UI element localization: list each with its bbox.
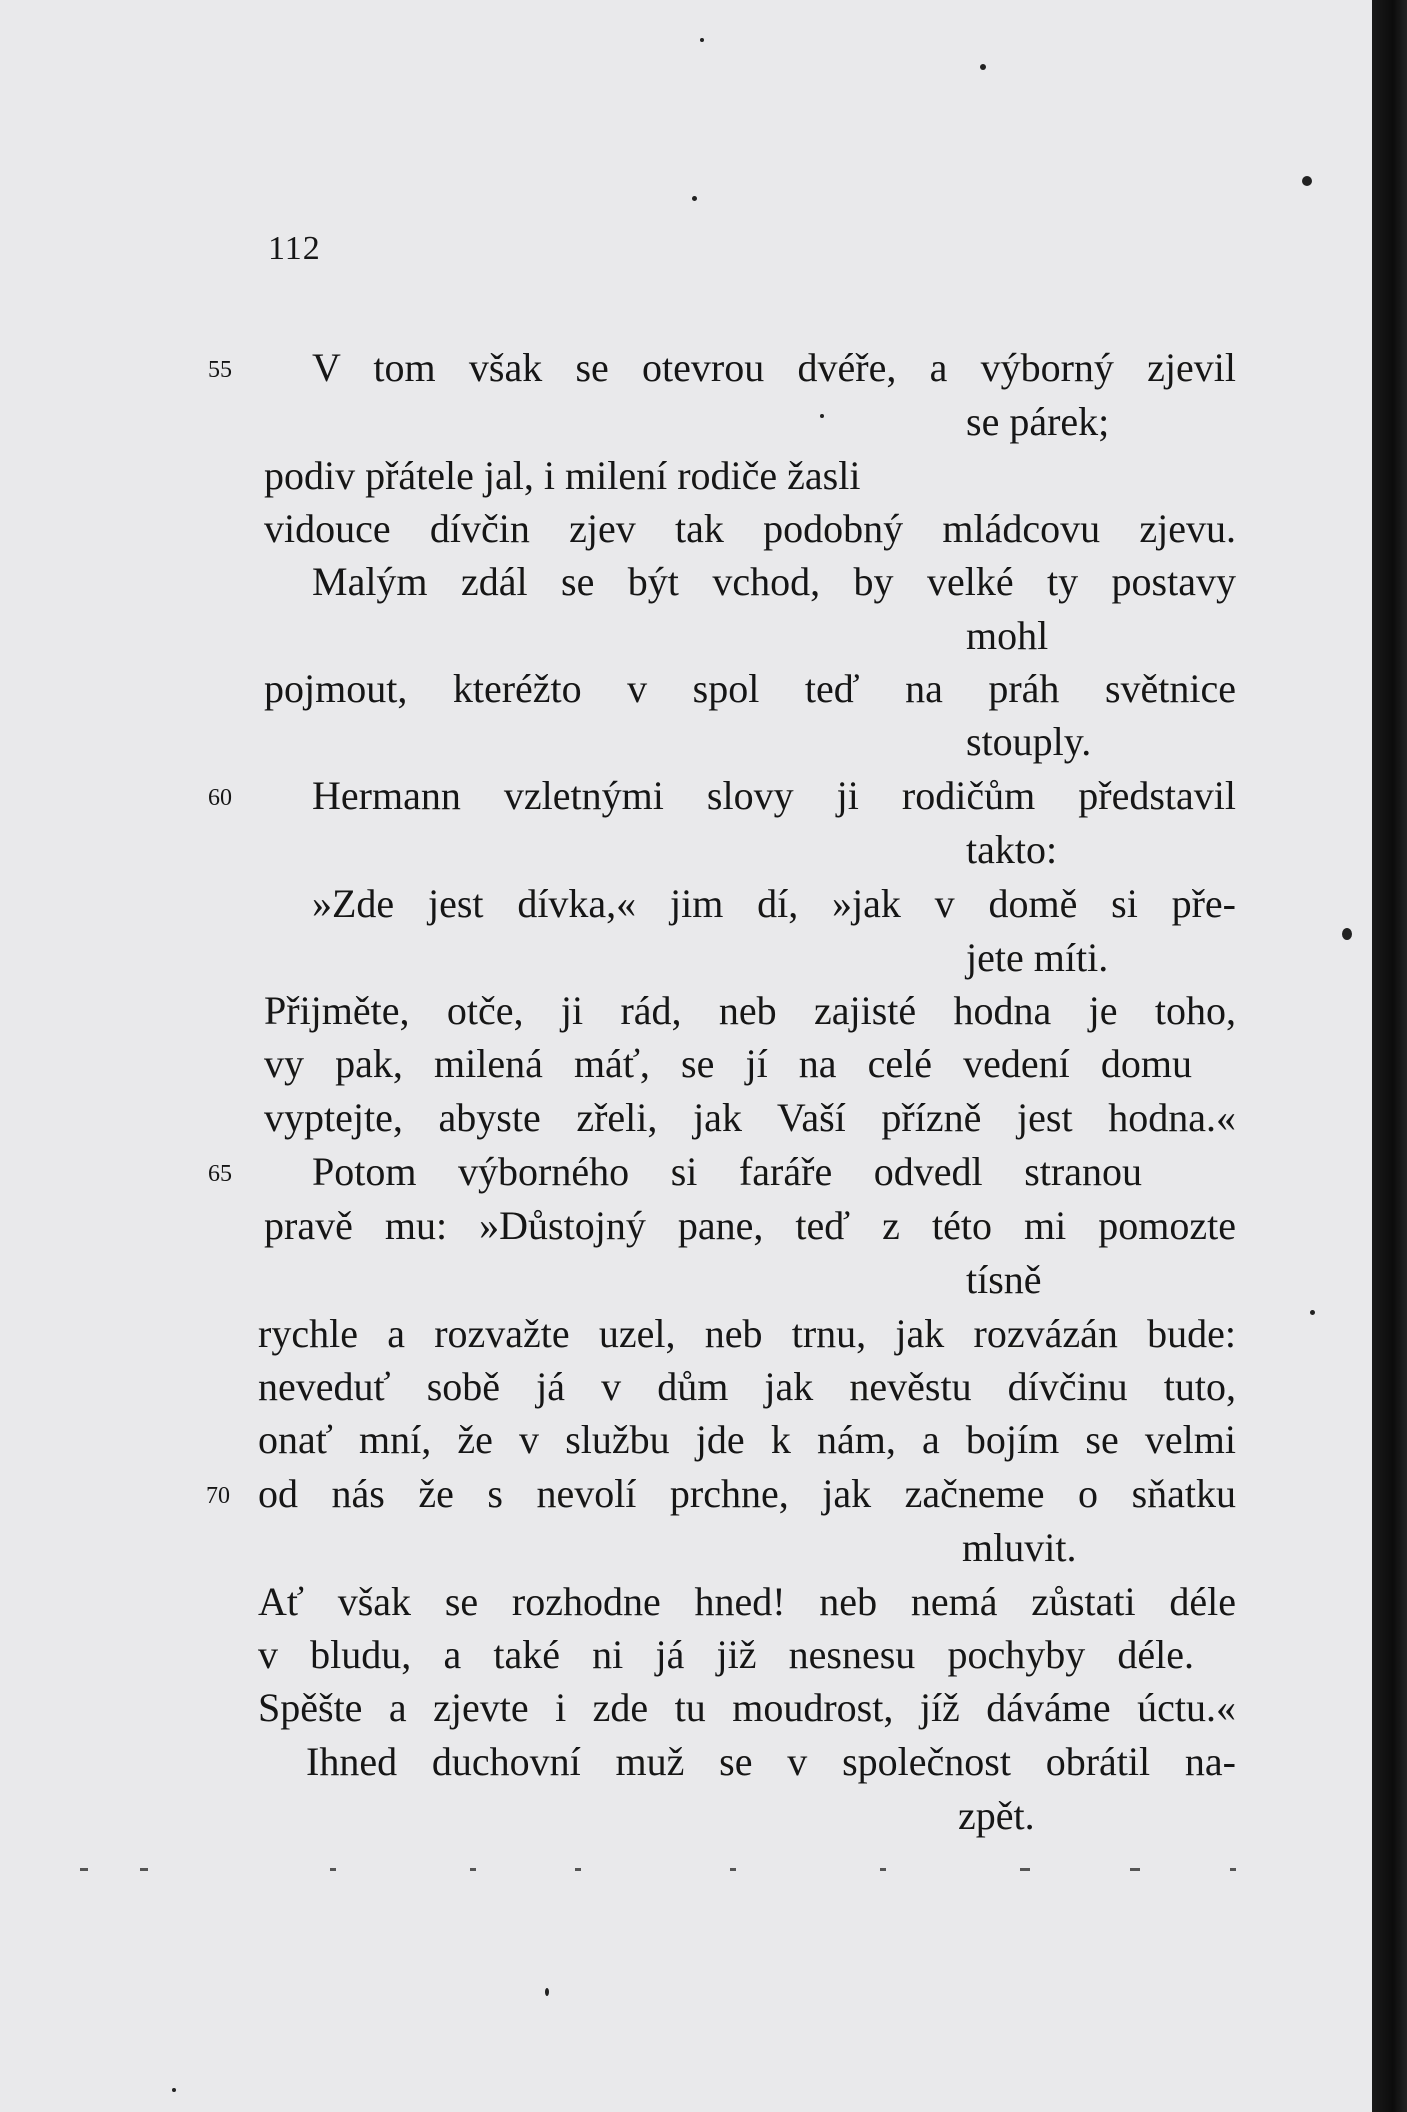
scan-speck [700, 38, 704, 42]
line-number-55: 55 [208, 357, 232, 383]
line-number-65: 65 [208, 1161, 232, 1187]
verse-line: rychle a rozvažte uzel, neb trnu, jak rozvázán bude: [258, 1311, 1236, 1356]
scan-dash [880, 1868, 886, 1871]
scan-speck [1310, 1310, 1315, 1315]
verse-line-continuation: mluvit. [962, 1525, 1077, 1570]
verse-line: Přijměte, otče, ji rád, neb zajisté hodna je toho, [264, 988, 1236, 1033]
scan-dash [1020, 1868, 1030, 1871]
verse-line: neveduť sobě já v dům jak nevěstu dívčinu tuto, [258, 1364, 1236, 1409]
scan-speck [172, 2088, 176, 2092]
line-number-70: 70 [206, 1483, 230, 1509]
verse-line-continuation: zpět. [958, 1793, 1035, 1838]
scan-speck [692, 196, 697, 201]
scan-dash [330, 1868, 336, 1871]
verse-line: vidouce dívčin zjev tak podobný mládcovu zjevu. [264, 506, 1236, 551]
scan-dash [140, 1868, 148, 1871]
verse-line: Ať však se rozhodne hned! neb nemá zůstati déle [258, 1579, 1236, 1624]
scan-speck [545, 1988, 549, 1996]
verse-line: Spěšte a zjevte i zde tu moudrost, jíž dáváme úctu.« [258, 1685, 1236, 1730]
verse-line: V tom však se otevrou dvéře, a výborný zjevil [312, 345, 1236, 390]
verse-line: vyptejte, abyste zřeli, jak Vaší přízně jest hodna.« [264, 1095, 1236, 1140]
scan-dash [1130, 1868, 1140, 1871]
verse-line-continuation: mohl [966, 613, 1049, 658]
verse-line-continuation: stouply. [966, 719, 1092, 764]
page-edge-shadow [1372, 0, 1407, 2112]
verse-line-continuation: takto: [966, 827, 1058, 872]
verse-line: onať mní, že v službu jde k nám, a bojím se velmi [258, 1417, 1236, 1462]
scan-speck [1342, 928, 1352, 940]
verse-line: Hermann vzletnými slovy ji rodičům představil [312, 773, 1236, 818]
scan-dash [1230, 1868, 1236, 1871]
verse-line: v bludu, a také ni já již nesnesu pochyby déle. [258, 1632, 1194, 1677]
scan-speck [820, 414, 824, 418]
scan-speck [1302, 176, 1312, 186]
verse-line: Potom výborného si faráře odvedl stranou [312, 1149, 1142, 1194]
line-number-60: 60 [208, 785, 232, 811]
verse-line-continuation: tísně [966, 1257, 1042, 1302]
verse-line: pojmout, kteréžto v spol teď na práh světnice [264, 666, 1236, 711]
verse-line: »Zde jest dívka,« jim dí, »jak v domě si pře- [312, 881, 1236, 926]
verse-line: vy pak, milená máť, se jí na celé vedení domu [264, 1041, 1192, 1086]
scan-dash [575, 1868, 581, 1871]
scan-dash [80, 1868, 88, 1871]
scan-dash [470, 1868, 476, 1871]
verse-line-continuation: jete míti. [966, 935, 1109, 980]
page-number: 112 [268, 230, 321, 267]
verse-line-continuation: se párek; [966, 399, 1110, 444]
verse-line: pravě mu: »Důstojný pane, teď z této mi pomozte [264, 1203, 1236, 1248]
scan-speck [980, 64, 986, 70]
scan-dash [730, 1868, 736, 1871]
verse-line: Ihned duchovní muž se v společnost obrátil na- [306, 1739, 1236, 1784]
verse-line: od nás že s nevolí prchne, jak začneme o sňatku [258, 1471, 1236, 1516]
verse-line: podiv přátele jal, i milení rodiče žasli [264, 453, 861, 498]
verse-line: Malým zdál se být vchod, by velké ty postavy [312, 559, 1236, 604]
